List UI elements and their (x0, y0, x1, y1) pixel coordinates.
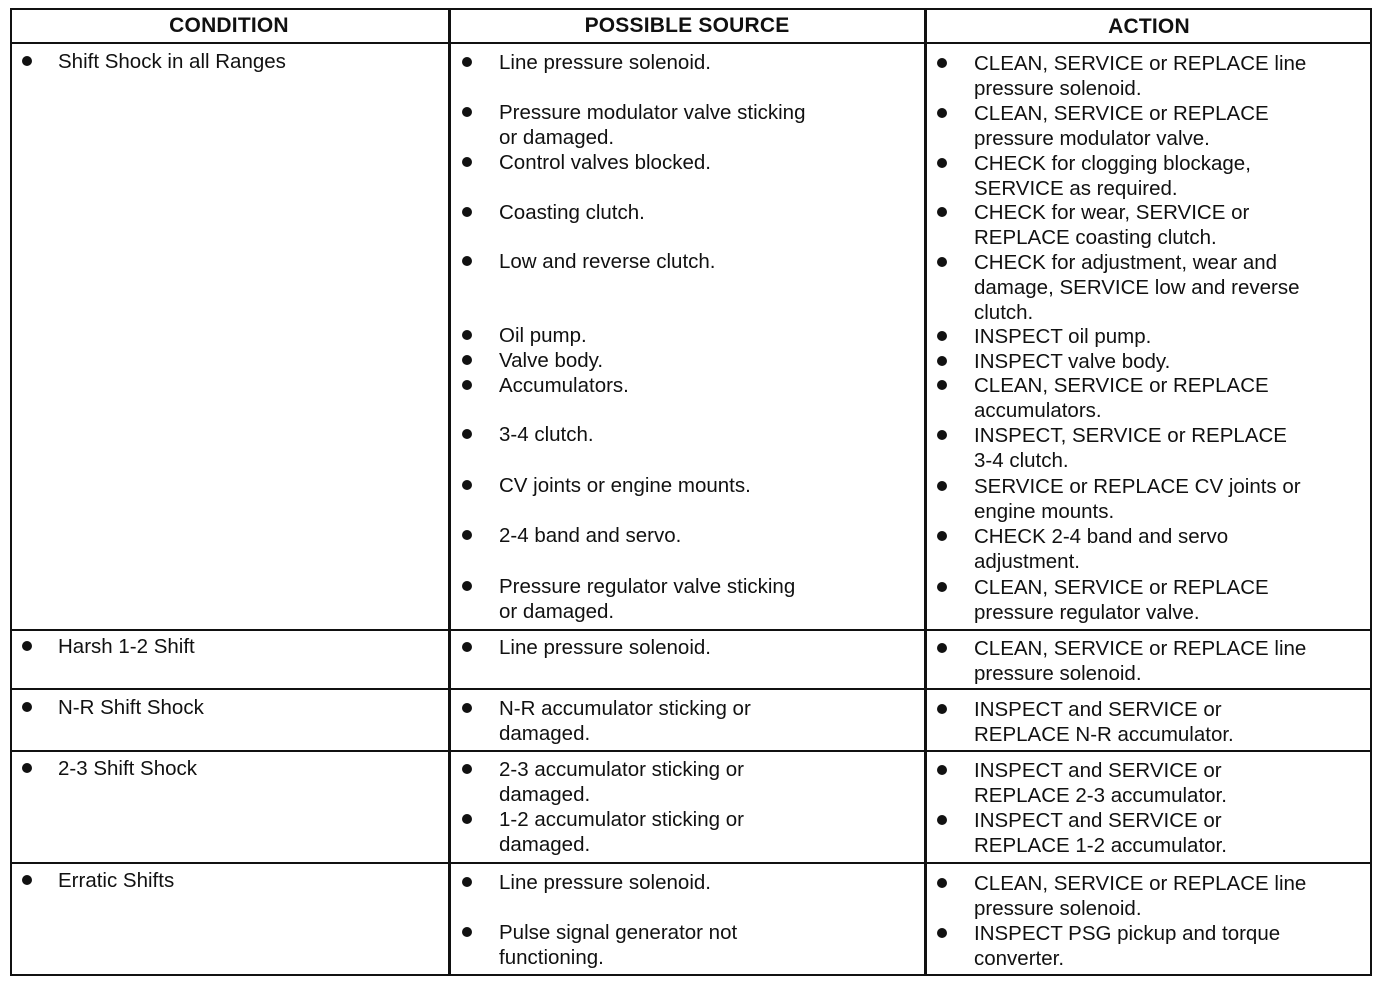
source-text: Oil pump. (499, 324, 587, 347)
condition-text: Erratic Shifts (58, 869, 175, 892)
bullet-icon (937, 815, 947, 825)
source-text: CV joints or engine mounts. (499, 474, 751, 497)
action-text: CLEAN, SERVICE or REPLACE line pressure solenoid. (974, 637, 1307, 685)
row-divider-2 (10, 688, 1372, 690)
bullet-icon (937, 380, 947, 390)
bullet-icon (462, 927, 472, 937)
action-text: CHECK for clogging blockage, SERVICE as required. (974, 152, 1251, 200)
bullet-icon (937, 207, 947, 217)
action-text: INSPECT PSG pickup and torque converter. (974, 922, 1281, 970)
source-text: N-R accumulator sticking or damaged. (499, 697, 751, 745)
bullet-icon (462, 530, 472, 540)
condition-text: Harsh 1-2 Shift (58, 635, 195, 658)
row-divider-3 (10, 750, 1372, 752)
bullet-icon (937, 158, 947, 168)
bullet-icon (937, 356, 947, 366)
bullet-icon (462, 480, 472, 490)
bullet-icon (937, 643, 947, 653)
bullet-icon (937, 704, 947, 714)
table-border-left (10, 8, 12, 976)
action-text: SERVICE or REPLACE CV joints or engine mounts. (974, 475, 1301, 523)
source-text: Pressure regulator valve sticking or damaged. (499, 575, 796, 623)
table-border-bottom (10, 974, 1372, 976)
column-divider-1 (448, 8, 451, 976)
action-text: CHECK for adjustment, wear and damage, SERVICE low and reverse clutch. (974, 251, 1300, 324)
source-text: Accumulators. (499, 374, 629, 397)
bullet-icon (462, 380, 472, 390)
bullet-icon (462, 207, 472, 217)
header-condition: CONDITION (169, 14, 289, 37)
action-text: CHECK 2-4 band and servo adjustment. (974, 525, 1229, 573)
source-text: 2-4 band and servo. (499, 524, 682, 547)
source-text: 3-4 clutch. (499, 423, 594, 446)
source-text: Control valves blocked. (499, 151, 711, 174)
bullet-icon (22, 702, 32, 712)
row-divider-1 (10, 629, 1372, 631)
bullet-icon (937, 531, 947, 541)
bullet-icon (937, 582, 947, 592)
bullet-icon (22, 875, 32, 885)
action-text: CLEAN, SERVICE or REPLACE line pressure solenoid. (974, 52, 1307, 100)
bullet-icon (462, 57, 472, 67)
action-text: CHECK for wear, SERVICE or REPLACE coasting clutch. (974, 201, 1250, 249)
source-text: 2-3 accumulator sticking or damaged. (499, 758, 744, 806)
action-text: CLEAN, SERVICE or REPLACE line pressure solenoid. (974, 872, 1307, 920)
source-text: Low and reverse clutch. (499, 250, 716, 273)
source-text: Pulse signal generator not functioning. (499, 921, 738, 969)
source-text: Line pressure solenoid. (499, 871, 711, 894)
bullet-icon (937, 58, 947, 68)
bullet-icon (937, 481, 947, 491)
action-text: INSPECT and SERVICE or REPLACE 2-3 accumulator. (974, 759, 1227, 807)
source-text: Line pressure solenoid. (499, 636, 711, 659)
bullet-icon (462, 581, 472, 591)
source-text: Pressure modulator valve sticking or damaged. (499, 101, 806, 149)
source-text: Valve body. (499, 349, 604, 372)
condition-text: N-R Shift Shock (58, 696, 204, 719)
action-text: INSPECT and SERVICE or REPLACE 1-2 accumulator. (974, 809, 1227, 857)
action-text: CLEAN, SERVICE or REPLACE pressure modulator valve. (974, 102, 1269, 150)
bullet-icon (937, 331, 947, 341)
source-text: 1-2 accumulator sticking or damaged. (499, 808, 744, 856)
action-text: INSPECT oil pump. (974, 325, 1152, 348)
bullet-icon (462, 355, 472, 365)
bullet-icon (937, 878, 947, 888)
bullet-icon (937, 928, 947, 938)
bullet-icon (462, 877, 472, 887)
action-text: CLEAN, SERVICE or REPLACE pressure regulator valve. (974, 576, 1269, 624)
bullet-icon (937, 257, 947, 267)
bullet-icon (462, 256, 472, 266)
source-text: Line pressure solenoid. (499, 51, 711, 74)
bullet-icon (462, 764, 472, 774)
bullet-icon (462, 429, 472, 439)
bullet-icon (462, 642, 472, 652)
bullet-icon (937, 108, 947, 118)
condition-text: 2-3 Shift Shock (58, 757, 198, 780)
bullet-icon (22, 763, 32, 773)
condition-text: Shift Shock in all Ranges (58, 50, 286, 73)
action-text: INSPECT and SERVICE or REPLACE N-R accumulator. (974, 698, 1234, 746)
bullet-icon (462, 157, 472, 167)
column-divider-2 (924, 8, 927, 976)
bullet-icon (462, 703, 472, 713)
header-action: ACTION (1108, 15, 1190, 38)
bullet-icon (22, 641, 32, 651)
action-text: CLEAN, SERVICE or REPLACE accumulators. (974, 374, 1269, 422)
bullet-icon (462, 107, 472, 117)
bullet-icon (462, 330, 472, 340)
action-text: INSPECT, SERVICE or REPLACE 3-4 clutch. (974, 424, 1287, 472)
row-divider-4 (10, 862, 1372, 864)
source-text: Coasting clutch. (499, 201, 645, 224)
bullet-icon (937, 765, 947, 775)
bullet-icon (462, 814, 472, 824)
action-text: INSPECT valve body. (974, 350, 1171, 373)
header-possible-source: POSSIBLE SOURCE (584, 14, 790, 37)
bullet-icon (937, 430, 947, 440)
bullet-icon (22, 56, 32, 66)
